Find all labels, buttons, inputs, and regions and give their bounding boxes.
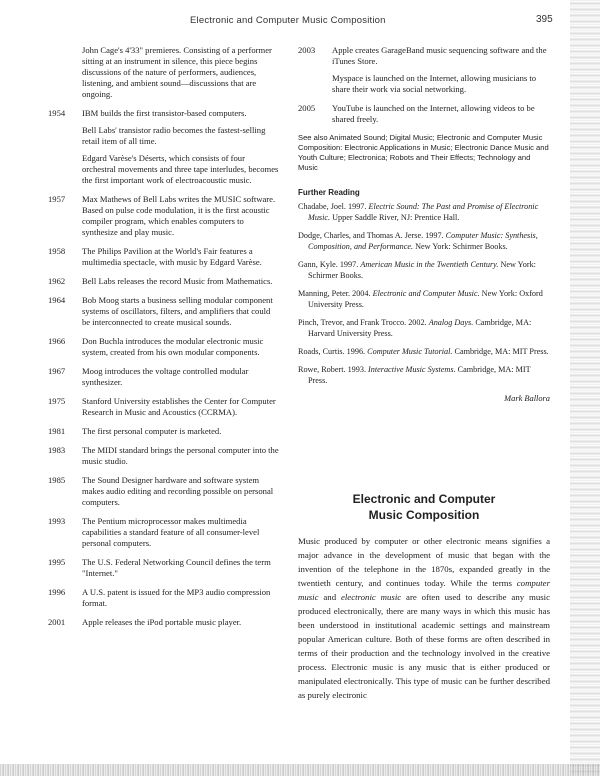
timeline-text (82, 426, 280, 437)
timeline-text (82, 366, 280, 388)
reference-title: Analog Days. (428, 318, 474, 327)
reference-item (298, 317, 550, 339)
timeline-entry (48, 617, 280, 628)
timeline-paragraph: Apple releases the iPod portable music player. (82, 617, 242, 627)
timeline-year: 1958 (48, 246, 66, 256)
timeline-text (82, 557, 280, 579)
timeline-year: 2003 (298, 45, 316, 55)
timeline-year: 1962 (48, 276, 66, 286)
timeline-paragraph: The U.S. Federal Networking Council defines the term "Internet." (82, 557, 271, 578)
scan-edge-bottom (0, 764, 600, 776)
timeline-year: 1966 (48, 336, 66, 346)
timeline-entry (48, 366, 280, 388)
left-column (48, 45, 280, 636)
timeline-right (298, 45, 550, 125)
timeline-text (82, 295, 280, 328)
reference-title: Computer Music: Synthesis, Composition, and Performance. (308, 231, 538, 251)
reference-title: Computer Music Tutorial. (367, 347, 453, 356)
right-column (298, 45, 550, 404)
reference-title: American Music in the Twentieth Century. (360, 260, 499, 269)
timeline-year: 1967 (48, 366, 66, 376)
article-term: electronic music (340, 592, 402, 602)
reference-publisher: Cambridge, MA: MIT Press. (452, 347, 549, 356)
timeline-year: 1964 (48, 295, 66, 305)
timeline-paragraph: The Sound Designer hardware and software system makes audio editing and recording possible on personal computers. (82, 475, 274, 507)
timeline-paragraph: Apple creates GarageBand music sequencing software and the iTunes Store. (332, 45, 547, 66)
reference-publisher: New York: Oxford University Press. (308, 289, 543, 309)
reference-author: Manning, Peter. 2004. (298, 289, 373, 298)
timeline-paragraph: Edgard Varèse's Déserts, which consists of four orchestral movements and three tape interludes, becomes the first important work of electroacoustic music. (82, 153, 279, 185)
scan-edge-right (570, 0, 600, 776)
article-term: computer music (298, 578, 550, 602)
article-title-line: Electronic and Computer (352, 492, 496, 506)
timeline-entry (48, 516, 280, 549)
timeline-paragraph: Max Mathews of Bell Labs writes the MUSIC software. Based on pulse code modulation, it is the first acoustic compiler program, which enables computers to synthesize and play music. (82, 194, 276, 237)
reference-item (298, 201, 550, 223)
timeline-entry (48, 426, 280, 437)
timeline-paragraph: John Cage's 4'33" premieres. Consisting of a performer sitting at an instrument in silence, this piece begins discussions of the nature of performers, audiences, listening, and ambient sound—discussions that are ongoing. (82, 45, 272, 99)
timeline-paragraph: The Philips Pavilion at the World's Fair features a multimedia spectacle, with music by Edgard Varèse. (82, 246, 262, 267)
timeline-entry (48, 475, 280, 508)
timeline-entry (48, 108, 280, 186)
timeline-entry (298, 45, 550, 95)
timeline-year: 1995 (48, 557, 66, 567)
continued-entry (48, 45, 280, 100)
reference-list (298, 201, 550, 386)
timeline-text (332, 103, 550, 125)
timeline-text (82, 445, 280, 467)
reference-title: Interactive Music Systems. (368, 365, 456, 374)
article-text: are often used to describe any music produced electronically, there are many ways in which this music has been understood in institutional academic settings and mainstream popular American culture. Both of these forms are often described in terms of their production and the technology involved in the creative process. Electronic music is any music that is either produced or manipulated electronically. This type of music can be further described as purely electronic (298, 592, 550, 700)
timeline-year: 1981 (48, 426, 66, 436)
timeline-entry (48, 587, 280, 609)
timeline-paragraph: Stanford University establishes the Center for Computer Research in Music and Acoustics (CCRMA). (82, 396, 276, 417)
reference-publisher: New York: Schirmer Books. (413, 242, 508, 251)
timeline-text (82, 475, 280, 508)
timeline-text (82, 276, 280, 287)
article-text: and (318, 592, 341, 602)
timeline-year: 1954 (48, 108, 66, 118)
timeline-paragraph: Moog introduces the voltage controlled modular synthesizer. (82, 366, 249, 387)
timeline-text (82, 516, 280, 549)
page-number: 395 (536, 14, 553, 25)
reference-title: Electronic and Computer Music. (372, 289, 480, 298)
reference-item (298, 230, 550, 252)
timeline-text (82, 194, 280, 238)
timeline-text (82, 587, 280, 609)
reference-item (298, 346, 550, 357)
reference-publisher: Upper Saddle River, NJ: Prentice Hall. (330, 213, 460, 222)
reference-author: Chadabe, Joel. 1997. (298, 202, 369, 211)
running-title: Electronic and Computer Music Composition (190, 15, 386, 26)
timeline-paragraph: The Pentium microprocessor makes multimedia capabilities a standard feature of all consumer-level personal computers. (82, 516, 260, 548)
timeline-text (82, 108, 280, 186)
reference-author: Pinch, Trevor, and Frank Trocco. 2002. (298, 318, 429, 327)
timeline-text (332, 45, 550, 95)
timeline-paragraph: YouTube is launched on the Internet, allowing videos to be shared freely. (332, 103, 535, 124)
timeline-entry (298, 103, 550, 125)
article-body (298, 534, 550, 702)
further-reading-heading: Further Reading (298, 188, 360, 197)
reference-publisher: Cambridge, MA: MIT Press. (308, 365, 531, 385)
timeline-paragraph: Bell Labs' transistor radio becomes the fastest-selling retail item of all time. (82, 125, 266, 146)
see-also: See also Animated Sound; Digital Music; Electronic and Computer Music Composition: Electronic Applications in Music; Electronic Dance Music and Youth Culture; Electronica; Robots and Their Effects; Technology and Music (298, 133, 549, 172)
article-title (298, 491, 550, 523)
timeline-entry (48, 295, 280, 328)
timeline-paragraph: Myspace is launched on the Internet, allowing musicians to share their work via social networking. (332, 73, 537, 94)
timeline-paragraph: Bob Moog starts a business selling modular component systems of oscillators, filters, and amplifiers that could be interconnected to create musical sounds. (82, 295, 273, 327)
timeline-entry (48, 396, 280, 418)
timeline-year: 1985 (48, 475, 66, 485)
timeline-paragraph: Don Buchla introduces the modular electronic music system, created from his own modular components. (82, 336, 264, 357)
timeline-year: 2001 (48, 617, 66, 627)
timeline-left (48, 108, 280, 628)
timeline-paragraph: Bell Labs releases the record Music from Mathematics. (82, 276, 273, 286)
reference-publisher: New York: Schirmer Books. (308, 260, 536, 280)
author-name: Mark Ballora (504, 394, 550, 403)
timeline-paragraph: The MIDI standard brings the personal computer into the music studio. (82, 445, 279, 466)
reference-author: Gann, Kyle. 1997. (298, 260, 361, 269)
timeline-year: 1975 (48, 396, 66, 406)
timeline-text (82, 246, 280, 268)
reference-author: Rowe, Robert. 1993. (298, 365, 369, 374)
reference-item (298, 288, 550, 310)
reference-publisher: Cambridge, MA: Harvard University Press. (308, 318, 532, 338)
timeline-entry (48, 336, 280, 358)
article-title-line: Music Composition (368, 508, 480, 522)
article-text: Music produced by computer or other electronic means signifies a major advance in the development of music that began with the invention of the telephone in the 1870s, expanded greatly in the twentieth century, and continues today. While the terms (298, 536, 550, 588)
timeline-year: 1993 (48, 516, 66, 526)
timeline-entry (48, 194, 280, 238)
timeline-entry (48, 276, 280, 287)
timeline-entry (48, 246, 280, 268)
timeline-entry (48, 557, 280, 579)
timeline-year: 2005 (298, 103, 316, 113)
reference-author: Dodge, Charles, and Thomas A. Jerse. 1997. (298, 231, 446, 240)
timeline-text (82, 336, 280, 358)
reference-author: Roads, Curtis. 1996. (298, 347, 368, 356)
timeline-paragraph: The first personal computer is marketed. (82, 426, 222, 436)
reference-item (298, 259, 550, 281)
reference-title: Electric Sound: The Past and Promise of Electronic Music. (308, 202, 539, 222)
reference-item (298, 364, 550, 386)
timeline-paragraph: A U.S. patent is issued for the MP3 audio compression format. (82, 587, 271, 608)
timeline-text (82, 396, 280, 418)
timeline-text (82, 617, 280, 628)
timeline-entry (48, 445, 280, 467)
timeline-year: 1957 (48, 194, 66, 204)
timeline-year: 1996 (48, 587, 66, 597)
timeline-year: 1983 (48, 445, 66, 455)
timeline-paragraph: IBM builds the first transistor-based computers. (82, 108, 247, 118)
